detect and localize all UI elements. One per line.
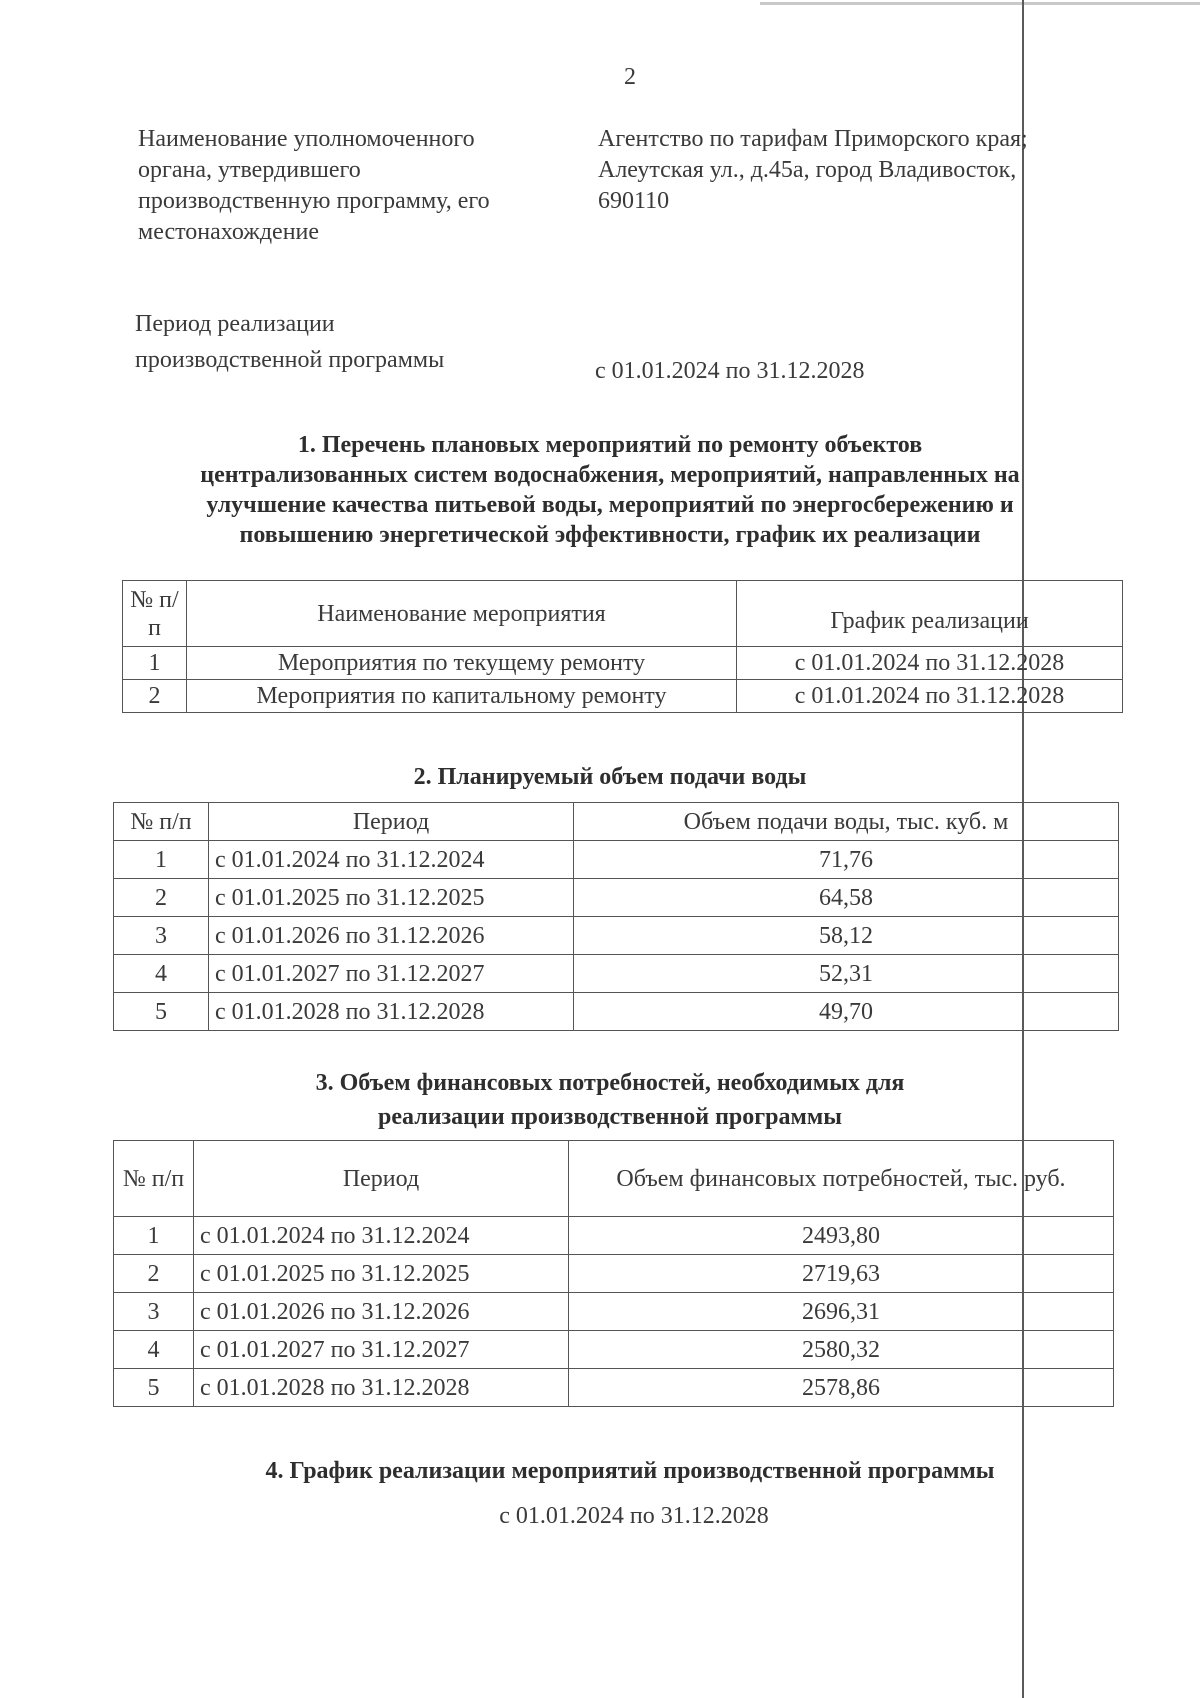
cell-financial: 2578,86 bbox=[569, 1369, 1114, 1407]
header-cell-number: № п/п bbox=[114, 803, 209, 841]
financial-needs-table bbox=[113, 1140, 1114, 1407]
cell-number: 5 bbox=[114, 993, 209, 1031]
cell-volume: 49,70 bbox=[574, 993, 1119, 1031]
section-1-title bbox=[110, 430, 1110, 550]
cell-number: 1 bbox=[123, 647, 187, 680]
header-cell-period: Период bbox=[209, 803, 574, 841]
cell-number: 2 bbox=[114, 1255, 194, 1293]
cell-number: 3 bbox=[114, 1293, 194, 1331]
table-header-row bbox=[114, 1141, 1114, 1217]
cell-period: с 01.01.2025 по 31.12.2025 bbox=[209, 879, 574, 917]
water-supply-table bbox=[113, 802, 1119, 1031]
section-1-title-line: 1. Перечень плановых мероприятий по ремонту объектов bbox=[297, 432, 923, 458]
cell-financial: 2580,32 bbox=[569, 1331, 1114, 1369]
cell-number: 5 bbox=[114, 1369, 194, 1407]
authority-label-line: Наименование уполномоченного bbox=[138, 126, 475, 152]
section-2-title: 2. Планируемый объем подачи воды bbox=[413, 764, 807, 790]
table-row bbox=[123, 647, 1123, 680]
cell-volume: 58,12 bbox=[574, 917, 1119, 955]
table-row bbox=[114, 1293, 1114, 1331]
cell-volume: 71,76 bbox=[574, 841, 1119, 879]
cell-period: с 01.01.2027 по 31.12.2027 bbox=[194, 1331, 569, 1369]
cell-period: с 01.01.2026 по 31.12.2026 bbox=[209, 917, 574, 955]
authority-value bbox=[598, 124, 1118, 217]
authority-value-line: 690110 bbox=[598, 188, 670, 214]
section-3-title-line: 3. Объем финансовых потребностей, необходимых для bbox=[315, 1070, 905, 1096]
section-3-title bbox=[110, 1066, 1110, 1134]
section-4-period: с 01.01.2024 по 31.12.2028 bbox=[499, 1503, 769, 1529]
cell-number: 4 bbox=[114, 955, 209, 993]
header-cell-activity: Наименование мероприятия bbox=[187, 581, 737, 647]
table-row bbox=[114, 879, 1119, 917]
cell-financial: 2719,63 bbox=[569, 1255, 1114, 1293]
cell-period: с 01.01.2026 по 31.12.2026 bbox=[194, 1293, 569, 1331]
header-cell-period: Период bbox=[194, 1141, 569, 1217]
cell-period: с 01.01.2027 по 31.12.2027 bbox=[209, 955, 574, 993]
table-row bbox=[114, 917, 1119, 955]
cell-period: с 01.01.2028 по 31.12.2028 bbox=[209, 993, 574, 1031]
header-cell-financial: Объем финансовых потребностей, тыс. руб. bbox=[569, 1141, 1114, 1217]
table-row bbox=[114, 1255, 1114, 1293]
cell-schedule: с 01.01.2024 по 31.12.2028 bbox=[737, 680, 1123, 713]
cell-activity: Мероприятия по текущему ремонту bbox=[187, 647, 737, 680]
scan-top-rule bbox=[760, 2, 1200, 5]
table-row bbox=[114, 993, 1119, 1031]
header-cell-volume: Объем подачи воды, тыс. куб. м bbox=[574, 803, 1119, 841]
table-header-row bbox=[123, 581, 1123, 647]
cell-number: 2 bbox=[114, 879, 209, 917]
section-1-title-line: повышению энергетической эффективности, график их реализации bbox=[239, 522, 981, 548]
period-label-line: Период реализации bbox=[135, 311, 335, 337]
cell-financial: 2493,80 bbox=[569, 1217, 1114, 1255]
table-header-row bbox=[114, 803, 1119, 841]
cell-activity: Мероприятия по капитальному ремонту bbox=[187, 680, 737, 713]
section-4-title: 4. График реализации мероприятий производственной программы bbox=[265, 1458, 995, 1484]
cell-volume: 64,58 bbox=[574, 879, 1119, 917]
cell-period: с 01.01.2025 по 31.12.2025 bbox=[194, 1255, 569, 1293]
period-label-line: производственной программы bbox=[135, 347, 445, 373]
period-label bbox=[135, 306, 575, 378]
page-number: 2 bbox=[624, 64, 636, 90]
section-3-title-line: реализации производственной программы bbox=[378, 1104, 842, 1130]
section-1-title-line: улучшение качества питьевой воды, мероприятий по энергосбережению и bbox=[206, 492, 1014, 518]
authority-value-line: Агентство по тарифам Приморского края; bbox=[598, 126, 1028, 152]
cell-period: с 01.01.2028 по 31.12.2028 bbox=[194, 1369, 569, 1407]
cell-volume: 52,31 bbox=[574, 955, 1119, 993]
authority-label-line: органа, утвердившего bbox=[138, 157, 361, 183]
cell-financial: 2696,31 bbox=[569, 1293, 1114, 1331]
cell-number: 2 bbox=[123, 680, 187, 713]
header-cell-number: № п/п bbox=[123, 581, 187, 647]
cell-number: 4 bbox=[114, 1331, 194, 1369]
cell-number: 1 bbox=[114, 841, 209, 879]
table-row bbox=[114, 955, 1119, 993]
period-value: с 01.01.2024 по 31.12.2028 bbox=[595, 358, 865, 384]
cell-period: с 01.01.2024 по 31.12.2024 bbox=[194, 1217, 569, 1255]
cell-number: 3 bbox=[114, 917, 209, 955]
table-row bbox=[114, 1369, 1114, 1407]
cell-number: 1 bbox=[114, 1217, 194, 1255]
table-row bbox=[114, 1217, 1114, 1255]
cell-period: с 01.01.2024 по 31.12.2024 bbox=[209, 841, 574, 879]
authority-value-line: Алеутская ул., д.45а, город Владивосток, bbox=[598, 157, 1017, 183]
table-row bbox=[114, 1331, 1114, 1369]
activities-table bbox=[122, 580, 1123, 713]
authority-label bbox=[138, 124, 578, 248]
table-row bbox=[123, 680, 1123, 713]
section-1-title-line: централизованных систем водоснабжения, мероприятий, направленных на bbox=[200, 462, 1020, 488]
cell-schedule: с 01.01.2024 по 31.12.2028 bbox=[737, 647, 1123, 680]
authority-label-line: производственную программу, его bbox=[138, 188, 490, 214]
authority-label-line: местонахождение bbox=[138, 219, 320, 245]
header-cell-schedule: График реализации bbox=[737, 581, 1123, 647]
header-cell-number: № п/п bbox=[114, 1141, 194, 1217]
table-row bbox=[114, 841, 1119, 879]
